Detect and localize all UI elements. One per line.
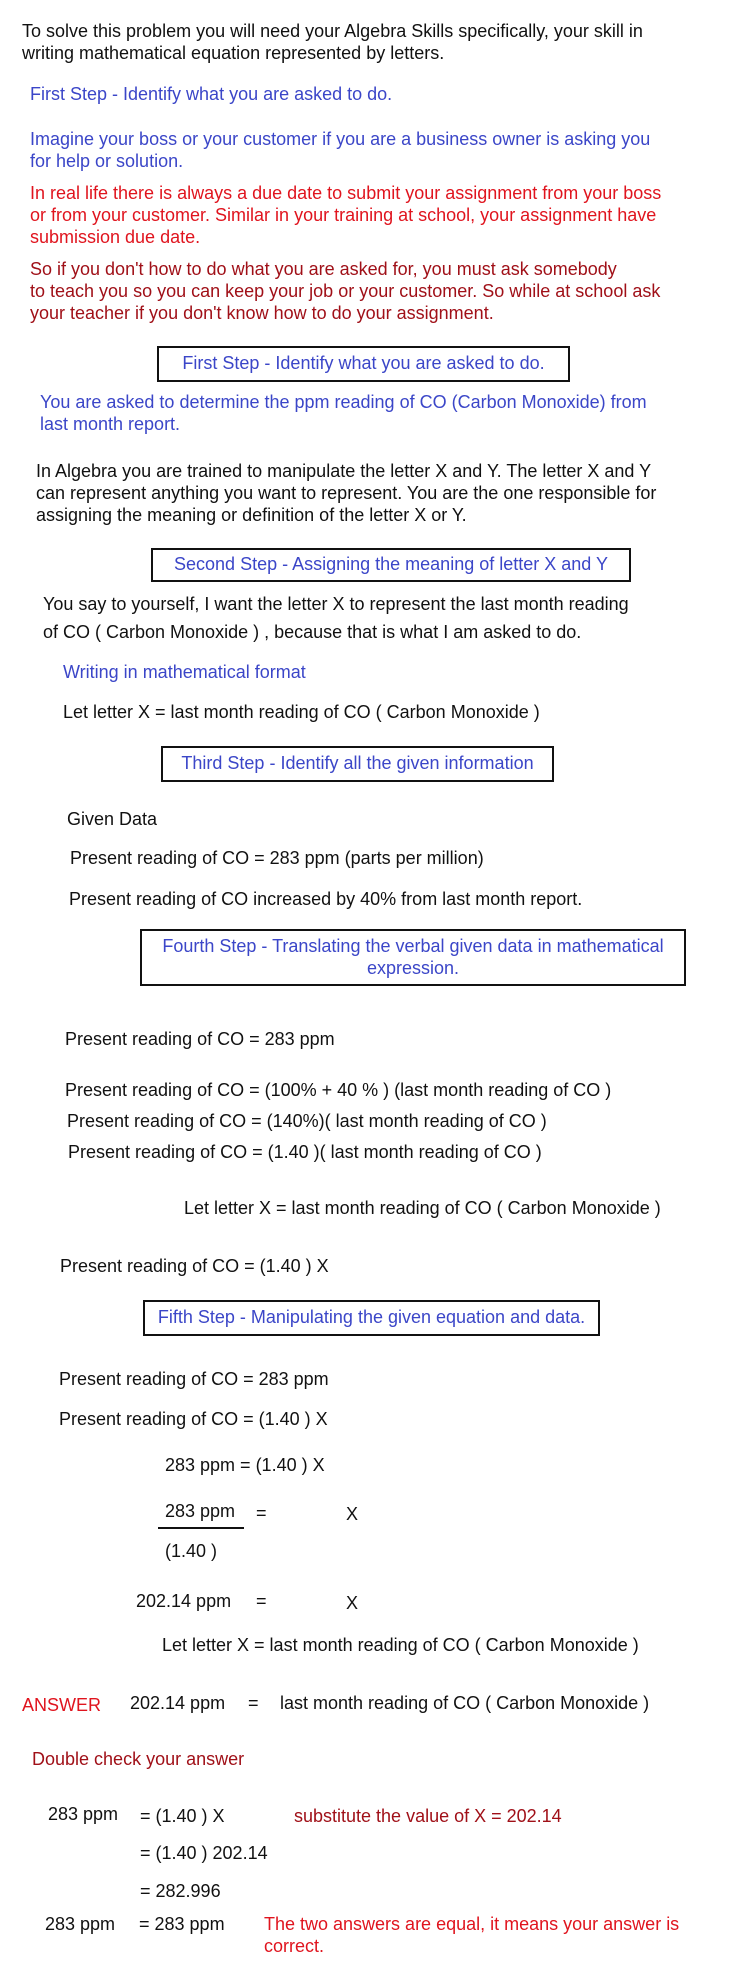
result-x: X [346, 1593, 359, 1613]
you-say-line-1: You say to yourself, I want the letter X to represent the last month reading [43, 594, 629, 614]
check-final-right: = 283 ppm [139, 1914, 225, 1934]
writing-format-label: Writing in mathematical format [63, 662, 306, 682]
check-equation-3: = 282.996 [140, 1881, 221, 1901]
imagine-text: Imagine your boss or your customer if you are a business owner is asking you for help or solution. [30, 129, 651, 171]
result-equals: = [256, 1591, 267, 1611]
answer-equals: = [248, 1693, 259, 1713]
step5-line-1: Present reading of CO = 283 ppm [59, 1369, 329, 1389]
result-left: 202.14 ppm [136, 1591, 232, 1611]
check-equation-2: = (1.40 ) 202.14 [140, 1843, 268, 1863]
step4-line-1: Present reading of CO = 283 ppm [65, 1029, 335, 1049]
step5-box: Fifth Step - Manipulating the given equation and data. [143, 1300, 600, 1336]
given-data-label: Given Data [67, 809, 158, 829]
check-left: 283 ppm [48, 1804, 119, 1824]
fraction-x: X [346, 1504, 359, 1524]
check-equation-1: = (1.40 ) X [140, 1806, 225, 1826]
answer-description: last month reading of CO ( Carbon Monoxide ) [280, 1693, 650, 1713]
let-x-definition-3: Let letter X = last month reading of CO ( Carbon Monoxide ) [162, 1635, 639, 1655]
step4-box: Fourth Step - Translating the verbal given data in mathematical expression. [140, 929, 686, 986]
asked-text: You are asked to determine the ppm reading of CO (Carbon Monoxide) from last month report. [40, 392, 647, 434]
step5-equation-1: 283 ppm = (1.40 ) X [165, 1455, 325, 1475]
check-note-equal: The two answers are equal, it means your answer is correct. [264, 1914, 680, 1956]
intro-text: To solve this problem you will need your Algebra Skills specifically, your skill in writing mathematical equation represented by letters. [22, 21, 643, 63]
step4-line-3: Present reading of CO = (140%)( last month reading of CO ) [67, 1111, 547, 1131]
step4-line-2: Present reading of CO = (100% + 40 % ) (last month reading of CO ) [65, 1080, 612, 1100]
check-final-left: 283 ppm [45, 1914, 116, 1934]
step4-line-5: Present reading of CO = (1.40 ) X [60, 1256, 329, 1276]
answer-label: ANSWER [22, 1695, 102, 1715]
let-x-definition-2: Let letter X = last month reading of CO ( Carbon Monoxide ) [184, 1198, 661, 1218]
fraction-equals: = [256, 1503, 267, 1523]
step1-box: First Step - Identify what you are asked to do. [157, 346, 570, 382]
step5-line-2: Present reading of CO = (1.40 ) X [59, 1409, 328, 1429]
step4-line-4: Present reading of CO = (1.40 )( last month reading of CO ) [68, 1142, 542, 1162]
step3-box: Third Step - Identify all the given information [161, 746, 554, 782]
step1-heading: First Step - Identify what you are asked to do. [30, 84, 393, 104]
let-x-definition-1: Let letter X = last month reading of CO ( Carbon Monoxide ) [63, 702, 540, 722]
fraction-denominator: (1.40 ) [165, 1541, 218, 1561]
fraction-numerator: 283 ppm [165, 1501, 236, 1521]
fraction-bar [158, 1527, 244, 1529]
algebra-text: In Algebra you are trained to manipulate the letter X and Y. The letter X and Y can represent anything you want to represent. You are the one responsible for assigning the meaning or definition of the letter X or Y. [36, 461, 657, 525]
ask-text: So if you don't how to do what you are asked for, you must ask somebody to teach you so you can keep your job or your customer. So while at school ask your teacher if you don't know how to do your assignment. [30, 259, 661, 323]
you-say-line-2: of CO ( Carbon Monoxide ) , because that is what I am asked to do. [43, 622, 582, 642]
double-check-heading: Double check your answer [32, 1749, 245, 1769]
check-note-substitute: substitute the value of X = 202.14 [294, 1806, 562, 1826]
answer-value: 202.14 ppm [130, 1693, 226, 1713]
real-life-text: In real life there is always a due date to submit your assignment from your boss or from your customer. Similar in your training at school, your assignment have submission due date. [30, 183, 662, 247]
given-line-1: Present reading of CO = 283 ppm (parts per million) [70, 848, 484, 868]
given-line-2: Present reading of CO increased by 40% from last month report. [69, 889, 583, 909]
step2-box: Second Step - Assigning the meaning of letter X and Y [151, 548, 631, 582]
